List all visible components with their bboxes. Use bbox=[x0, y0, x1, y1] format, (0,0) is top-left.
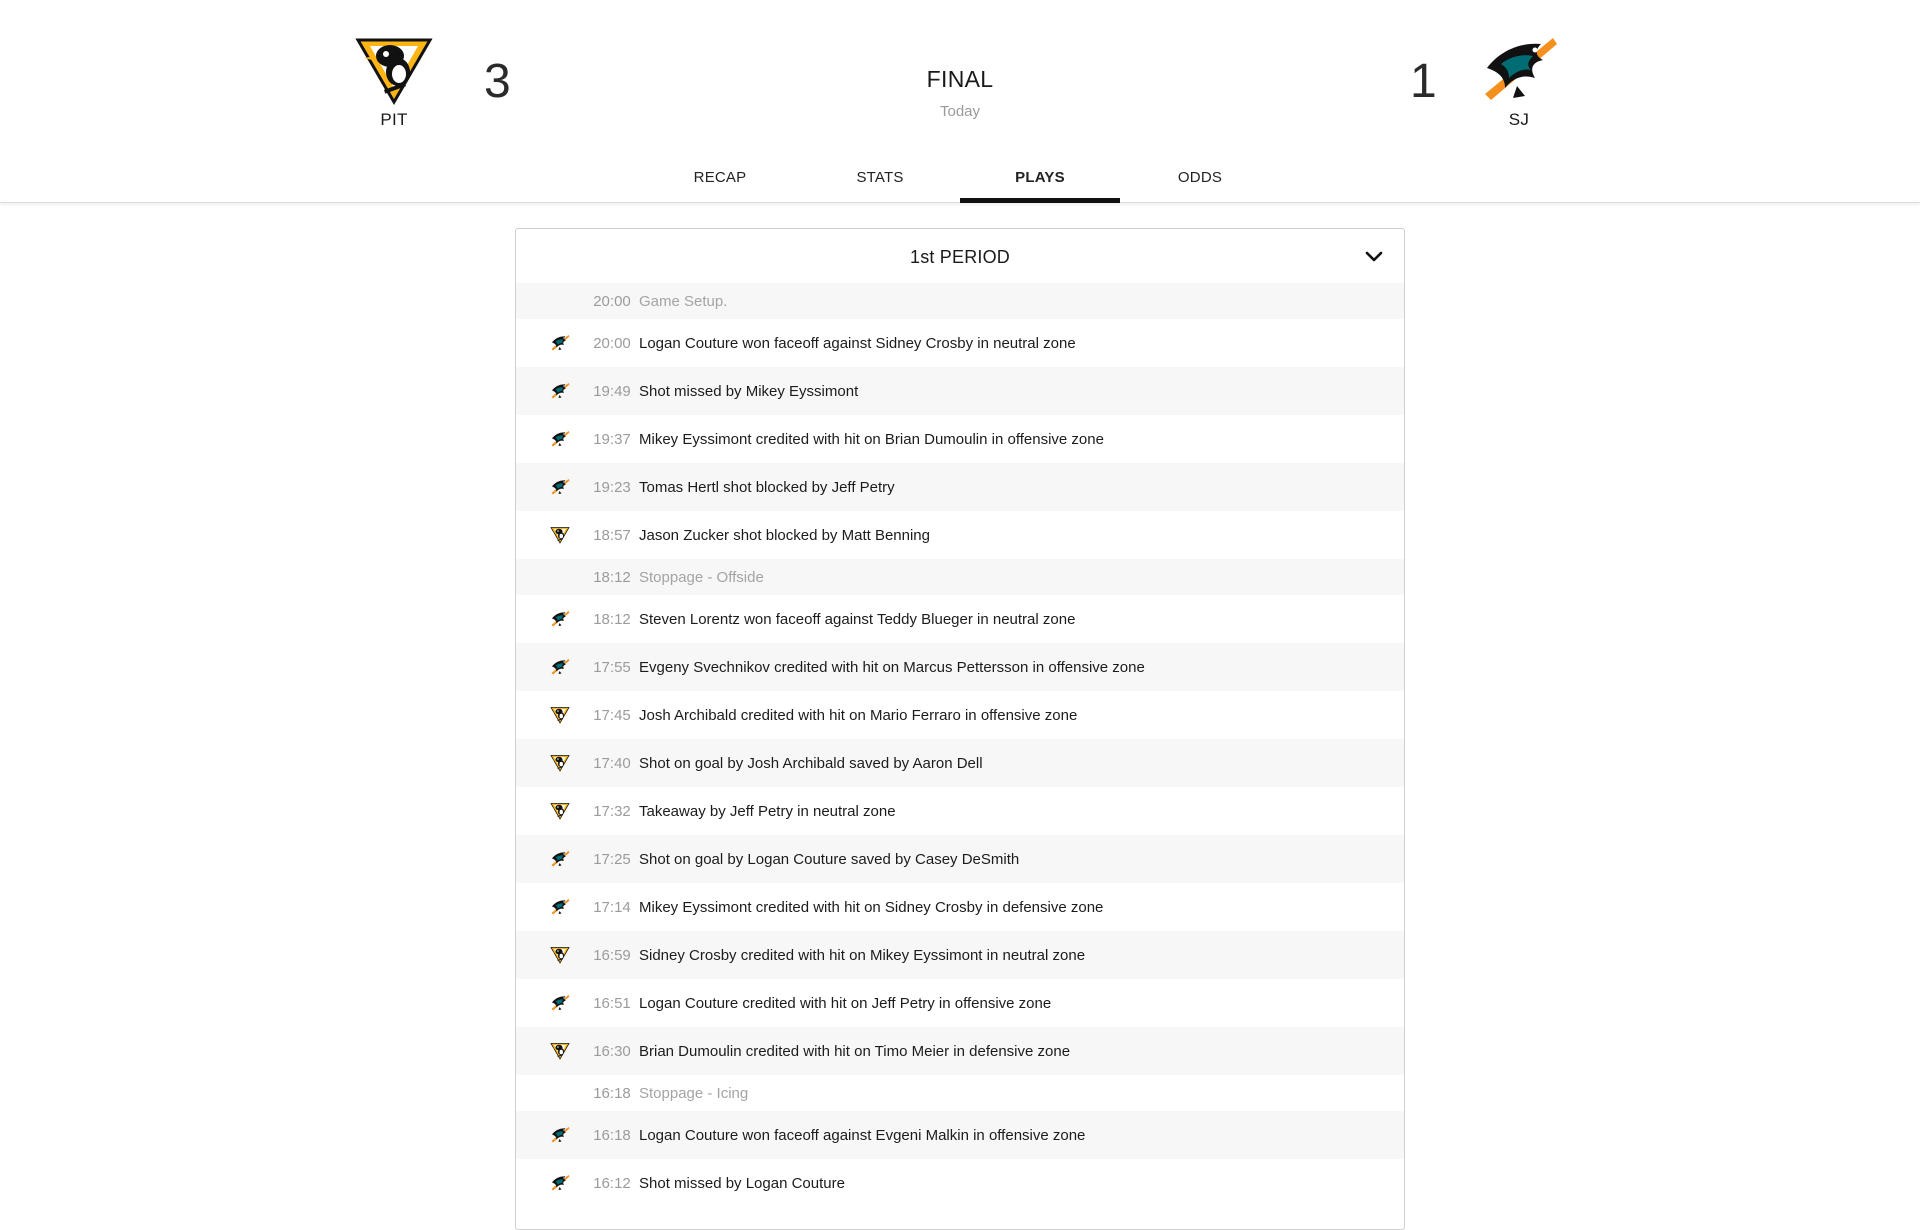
play-time: 17:25 bbox=[593, 850, 631, 868]
penguins-logo-icon bbox=[549, 754, 571, 772]
play-time: 19:37 bbox=[593, 430, 631, 448]
penguins-logo-icon bbox=[549, 1042, 571, 1060]
play-description: Shot on goal by Josh Archibald saved by Aaron Dell bbox=[639, 754, 983, 772]
away-team[interactable] bbox=[349, 34, 439, 130]
play-description: Sidney Crosby credited with hit on Mikey Eyssimont in neutral zone bbox=[639, 946, 1086, 964]
tab-odds[interactable]: ODDS bbox=[1177, 169, 1223, 186]
play-time: 19:49 bbox=[593, 382, 631, 400]
plays-list bbox=[516, 283, 1404, 1207]
away-team-abbr: PIT bbox=[380, 110, 408, 129]
away-score: 3 bbox=[484, 55, 511, 108]
play-description: Shot missed by Mikey Eyssimont bbox=[639, 382, 859, 400]
play-row bbox=[516, 643, 1404, 691]
sharks-logo-icon bbox=[1479, 34, 1559, 106]
play-row bbox=[516, 595, 1404, 643]
tab-recap[interactable]: RECAP bbox=[693, 169, 747, 186]
penguins-logo-icon bbox=[354, 34, 434, 106]
play-time: 20:00 bbox=[593, 334, 631, 352]
period-header[interactable] bbox=[516, 229, 1404, 283]
play-time: 16:12 bbox=[593, 1174, 631, 1192]
game-header bbox=[0, 0, 1920, 203]
play-time: 19:23 bbox=[593, 478, 631, 496]
sharks-logo-icon bbox=[549, 334, 571, 352]
game-day: Today bbox=[939, 103, 981, 120]
tab-plays[interactable]: PLAYS bbox=[960, 160, 1120, 202]
penguins-logo-icon bbox=[549, 706, 571, 724]
game-status-label: FINAL bbox=[926, 66, 994, 92]
play-description: Takeaway by Jeff Petry in neutral zone bbox=[639, 802, 896, 820]
play-description: Stoppage - Offside bbox=[639, 568, 764, 586]
play-time: 16:51 bbox=[593, 994, 631, 1012]
play-time: 16:30 bbox=[593, 1042, 631, 1060]
play-description: Shot on goal by Logan Couture saved by Casey DeSmith bbox=[639, 850, 1020, 868]
play-time: 20:00 bbox=[593, 292, 631, 310]
penguins-logo-icon bbox=[549, 946, 571, 964]
play-time: 18:12 bbox=[593, 568, 631, 586]
chevron-down-icon[interactable] bbox=[1364, 247, 1384, 267]
play-row bbox=[516, 283, 1404, 319]
play-row bbox=[516, 319, 1404, 367]
play-description: Game Setup. bbox=[639, 292, 728, 310]
play-description: Tomas Hertl shot blocked by Jeff Petry bbox=[639, 478, 895, 496]
play-time: 16:59 bbox=[593, 946, 631, 964]
game-status bbox=[860, 66, 1060, 120]
sharks-logo-icon bbox=[549, 1174, 571, 1192]
sharks-logo-icon bbox=[549, 1126, 571, 1144]
play-row bbox=[516, 931, 1404, 979]
penguins-logo-icon bbox=[549, 802, 571, 820]
play-time: 17:55 bbox=[593, 658, 631, 676]
play-time: 17:45 bbox=[593, 706, 631, 724]
sharks-logo-icon bbox=[549, 994, 571, 1012]
play-row bbox=[516, 787, 1404, 835]
play-description: Stoppage - Icing bbox=[639, 1084, 749, 1102]
play-row bbox=[516, 883, 1404, 931]
play-time: 18:57 bbox=[593, 526, 631, 544]
play-description: Josh Archibald credited with hit on Mario Ferraro in offensive zone bbox=[639, 706, 1078, 724]
play-time: 17:40 bbox=[593, 754, 631, 772]
penguins-logo-icon bbox=[549, 526, 571, 544]
play-time: 16:18 bbox=[593, 1084, 631, 1102]
plays-panel bbox=[515, 228, 1405, 1230]
sharks-logo-icon bbox=[549, 478, 571, 496]
play-row bbox=[516, 415, 1404, 463]
play-description: Jason Zucker shot blocked by Matt Benning bbox=[639, 526, 930, 544]
play-row bbox=[516, 463, 1404, 511]
play-row bbox=[516, 739, 1404, 787]
sharks-logo-icon bbox=[549, 430, 571, 448]
play-time: 17:32 bbox=[593, 802, 631, 820]
play-description: Steven Lorentz won faceoff against Teddy Blueger in neutral zone bbox=[639, 610, 1076, 628]
play-row bbox=[516, 367, 1404, 415]
play-row bbox=[516, 1111, 1404, 1159]
play-description: Shot missed by Logan Couture bbox=[639, 1174, 845, 1192]
sharks-logo-icon bbox=[549, 898, 571, 916]
sharks-logo-icon bbox=[549, 382, 571, 400]
play-time: 16:18 bbox=[593, 1126, 631, 1144]
play-description: Brian Dumoulin credited with hit on Timo Meier in defensive zone bbox=[639, 1042, 1071, 1060]
play-row bbox=[516, 1075, 1404, 1111]
play-description: Logan Couture won faceoff against Evgeni Malkin in offensive zone bbox=[639, 1126, 1086, 1144]
period-title: 1st PERIOD bbox=[909, 247, 1011, 267]
play-row bbox=[516, 979, 1404, 1027]
play-row bbox=[516, 559, 1404, 595]
play-time: 18:12 bbox=[593, 610, 631, 628]
home-team[interactable] bbox=[1474, 34, 1564, 130]
home-team-abbr: SJ bbox=[1508, 110, 1530, 129]
play-row bbox=[516, 511, 1404, 559]
tab-stats[interactable]: STATS bbox=[856, 169, 904, 186]
home-score: 1 bbox=[1410, 55, 1437, 108]
play-description: Mikey Eyssimont credited with hit on Brian Dumoulin in offensive zone bbox=[639, 430, 1104, 448]
play-description: Mikey Eyssimont credited with hit on Sidney Crosby in defensive zone bbox=[639, 898, 1104, 916]
play-description: Evgeny Svechnikov credited with hit on Marcus Pettersson in offensive zone bbox=[639, 658, 1145, 676]
play-description: Logan Couture credited with hit on Jeff Petry in offensive zone bbox=[639, 994, 1052, 1012]
play-description: Logan Couture won faceoff against Sidney Crosby in neutral zone bbox=[639, 334, 1076, 352]
play-row bbox=[516, 835, 1404, 883]
sharks-logo-icon bbox=[549, 658, 571, 676]
play-time: 17:14 bbox=[593, 898, 631, 916]
sharks-logo-icon bbox=[549, 610, 571, 628]
play-row bbox=[516, 691, 1404, 739]
game-tabs bbox=[640, 160, 1280, 202]
play-row bbox=[516, 1027, 1404, 1075]
sharks-logo-icon bbox=[549, 850, 571, 868]
